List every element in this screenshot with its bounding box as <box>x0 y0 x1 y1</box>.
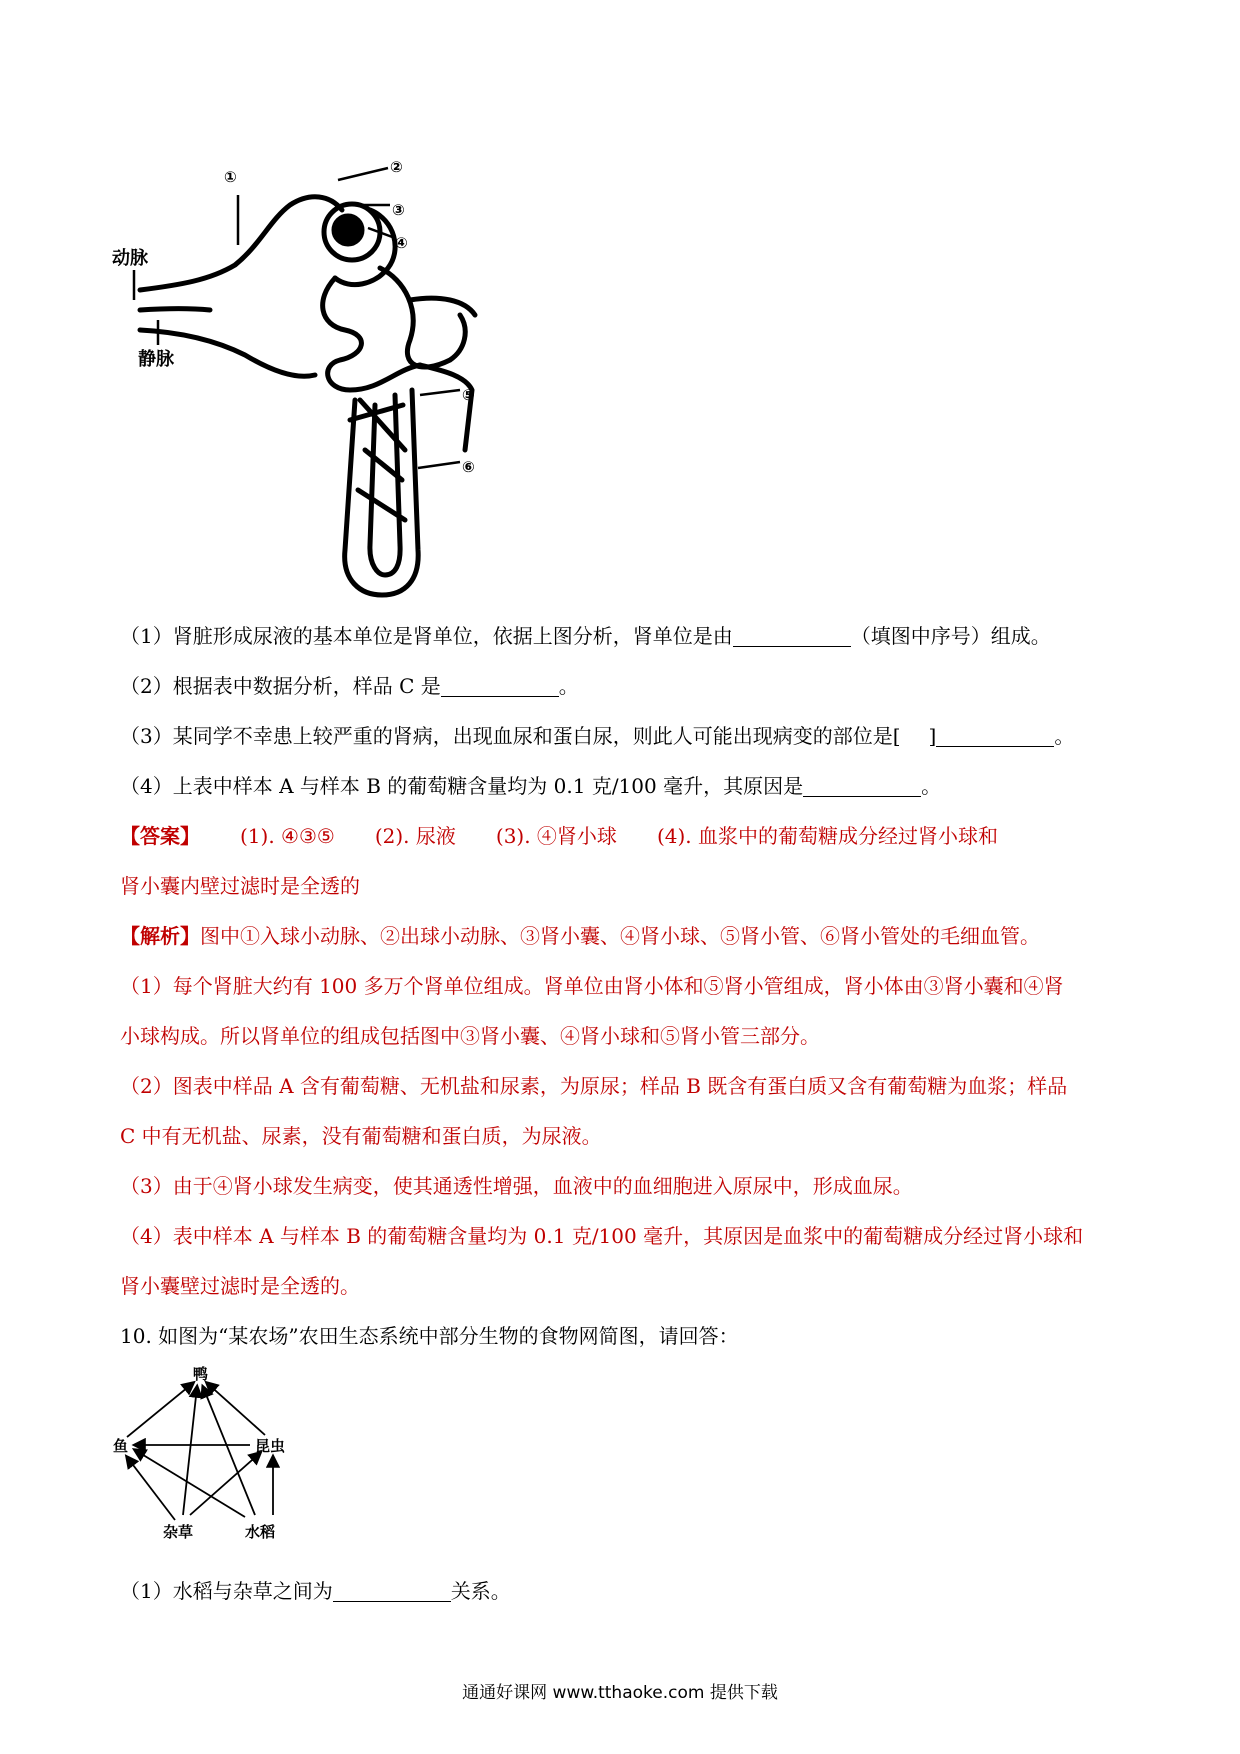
node-fish: 鱼 <box>113 1437 129 1455</box>
node-rice: 水稻 <box>245 1523 276 1541</box>
question-10-sub1-suffix: 关系。 <box>450 1579 511 1603</box>
question-2-suffix: 。 <box>558 674 579 698</box>
analysis-p4-line2: 肾小囊壁过滤时是全透的。 <box>120 1274 360 1298</box>
question-3 <box>120 722 1074 750</box>
question-1-text: （1）肾脏形成尿液的基本单位是肾单位，依据上图分析，肾单位是由 <box>120 624 733 648</box>
answer-2: (2). 尿液 <box>374 824 456 848</box>
label-1: ① <box>224 168 237 186</box>
question-10-title: 10. 如图为“某农场”农田生态系统中部分生物的食物网简图，请回答： <box>120 1324 739 1348</box>
label-3: ③ <box>392 201 405 219</box>
label-6: ⑥ <box>462 458 475 476</box>
question-4-suffix: 。 <box>921 774 942 798</box>
answer-blank[interactable] <box>441 676 559 697</box>
question-3-text: （3）某同学不幸患上较严重的肾病，出现血尿和蛋白尿，则此人可能出现病变的部位是[ <box>120 724 901 748</box>
answer-4: (4). 血浆中的葡萄糖成分经过肾小球和 <box>656 824 998 848</box>
analysis-p2-line1: （2）图表中样品 A 含有葡萄糖、无机盐和尿素，为原尿；样品 B 既含有蛋白质又含有葡萄糖为血浆；样品 <box>120 1074 1068 1098</box>
answer-3: (3). ④肾小球 <box>495 824 617 848</box>
answer-line <box>120 822 998 850</box>
answer-blank[interactable] <box>936 726 1054 747</box>
question-4-text: （4）上表中样本 A 与样本 B 的葡萄糖含量均为 0.1 克/100 毫升，其原因是 <box>120 774 804 798</box>
analysis-intro <box>120 922 1040 950</box>
label-2: ② <box>390 158 403 176</box>
answer-line-cont: 肾小囊内壁过滤时是全透的 <box>120 874 360 898</box>
label-5: ⑤ <box>462 386 475 404</box>
nephron-diagram <box>112 150 540 610</box>
question-1-suffix: （填图中序号）组成。 <box>850 624 1051 648</box>
label-4: ④ <box>395 234 408 252</box>
analysis-p1-line2: 小球构成。所以肾单位的组成包括图中③肾小囊、④肾小球和⑤肾小管三部分。 <box>120 1024 820 1048</box>
answer-blank[interactable] <box>333 1581 451 1602</box>
food-web-diagram <box>115 1365 315 1545</box>
answer-blank[interactable] <box>733 626 851 647</box>
question-2-text: （2）根据表中数据分析，样品 C 是 <box>120 674 441 698</box>
analysis-intro-text: 图中①入球小动脉、②出球小动脉、③肾小囊、④肾小球、⑤肾小管、⑥肾小管处的毛细血管。 <box>200 924 1040 948</box>
analysis-p4-line1: （4）表中样本 A 与样本 B 的葡萄糖含量均为 0.1 克/100 毫升，其原因是血浆中的葡萄糖成分经过肾小球和 <box>120 1224 1084 1248</box>
question-3-suffix: 。 <box>1054 724 1075 748</box>
question-2 <box>120 672 579 700</box>
analysis-p2-line2: C 中有无机盐、尿素，没有葡萄糖和蛋白质，为尿液。 <box>120 1124 602 1148</box>
node-weed: 杂草 <box>163 1523 194 1541</box>
page-footer: 通通好课网 www.tthaoke.com 提供下载 <box>462 1683 778 1703</box>
answer-1: (1). ④③⑤ <box>240 824 335 848</box>
analysis-p3: （3）由于④肾小球发生病变，使其通透性增强，血液中的血细胞进入原尿中，形成血尿。 <box>120 1174 913 1198</box>
answer-tag: 【答案】 <box>120 824 200 848</box>
question-4 <box>120 772 941 800</box>
vein-label: 静脉 <box>138 349 174 370</box>
answer-blank[interactable] <box>803 776 921 797</box>
node-duck: 鸭 <box>193 1365 209 1383</box>
question-10-sub1 <box>120 1577 511 1605</box>
analysis-tag: 【解析】 <box>120 924 200 948</box>
question-3-bracket-close: ] <box>928 724 937 748</box>
artery-label: 动脉 <box>112 248 148 269</box>
question-1 <box>120 622 1051 650</box>
node-insect: 昆虫 <box>255 1437 286 1455</box>
analysis-p1-line1: （1）每个肾脏大约有 100 多万个肾单位组成。肾单位由肾小体和⑤肾小管组成，肾小体由③肾小囊和④肾 <box>120 974 1064 998</box>
question-10-sub1-text: （1）水稻与杂草之间为 <box>120 1579 333 1603</box>
